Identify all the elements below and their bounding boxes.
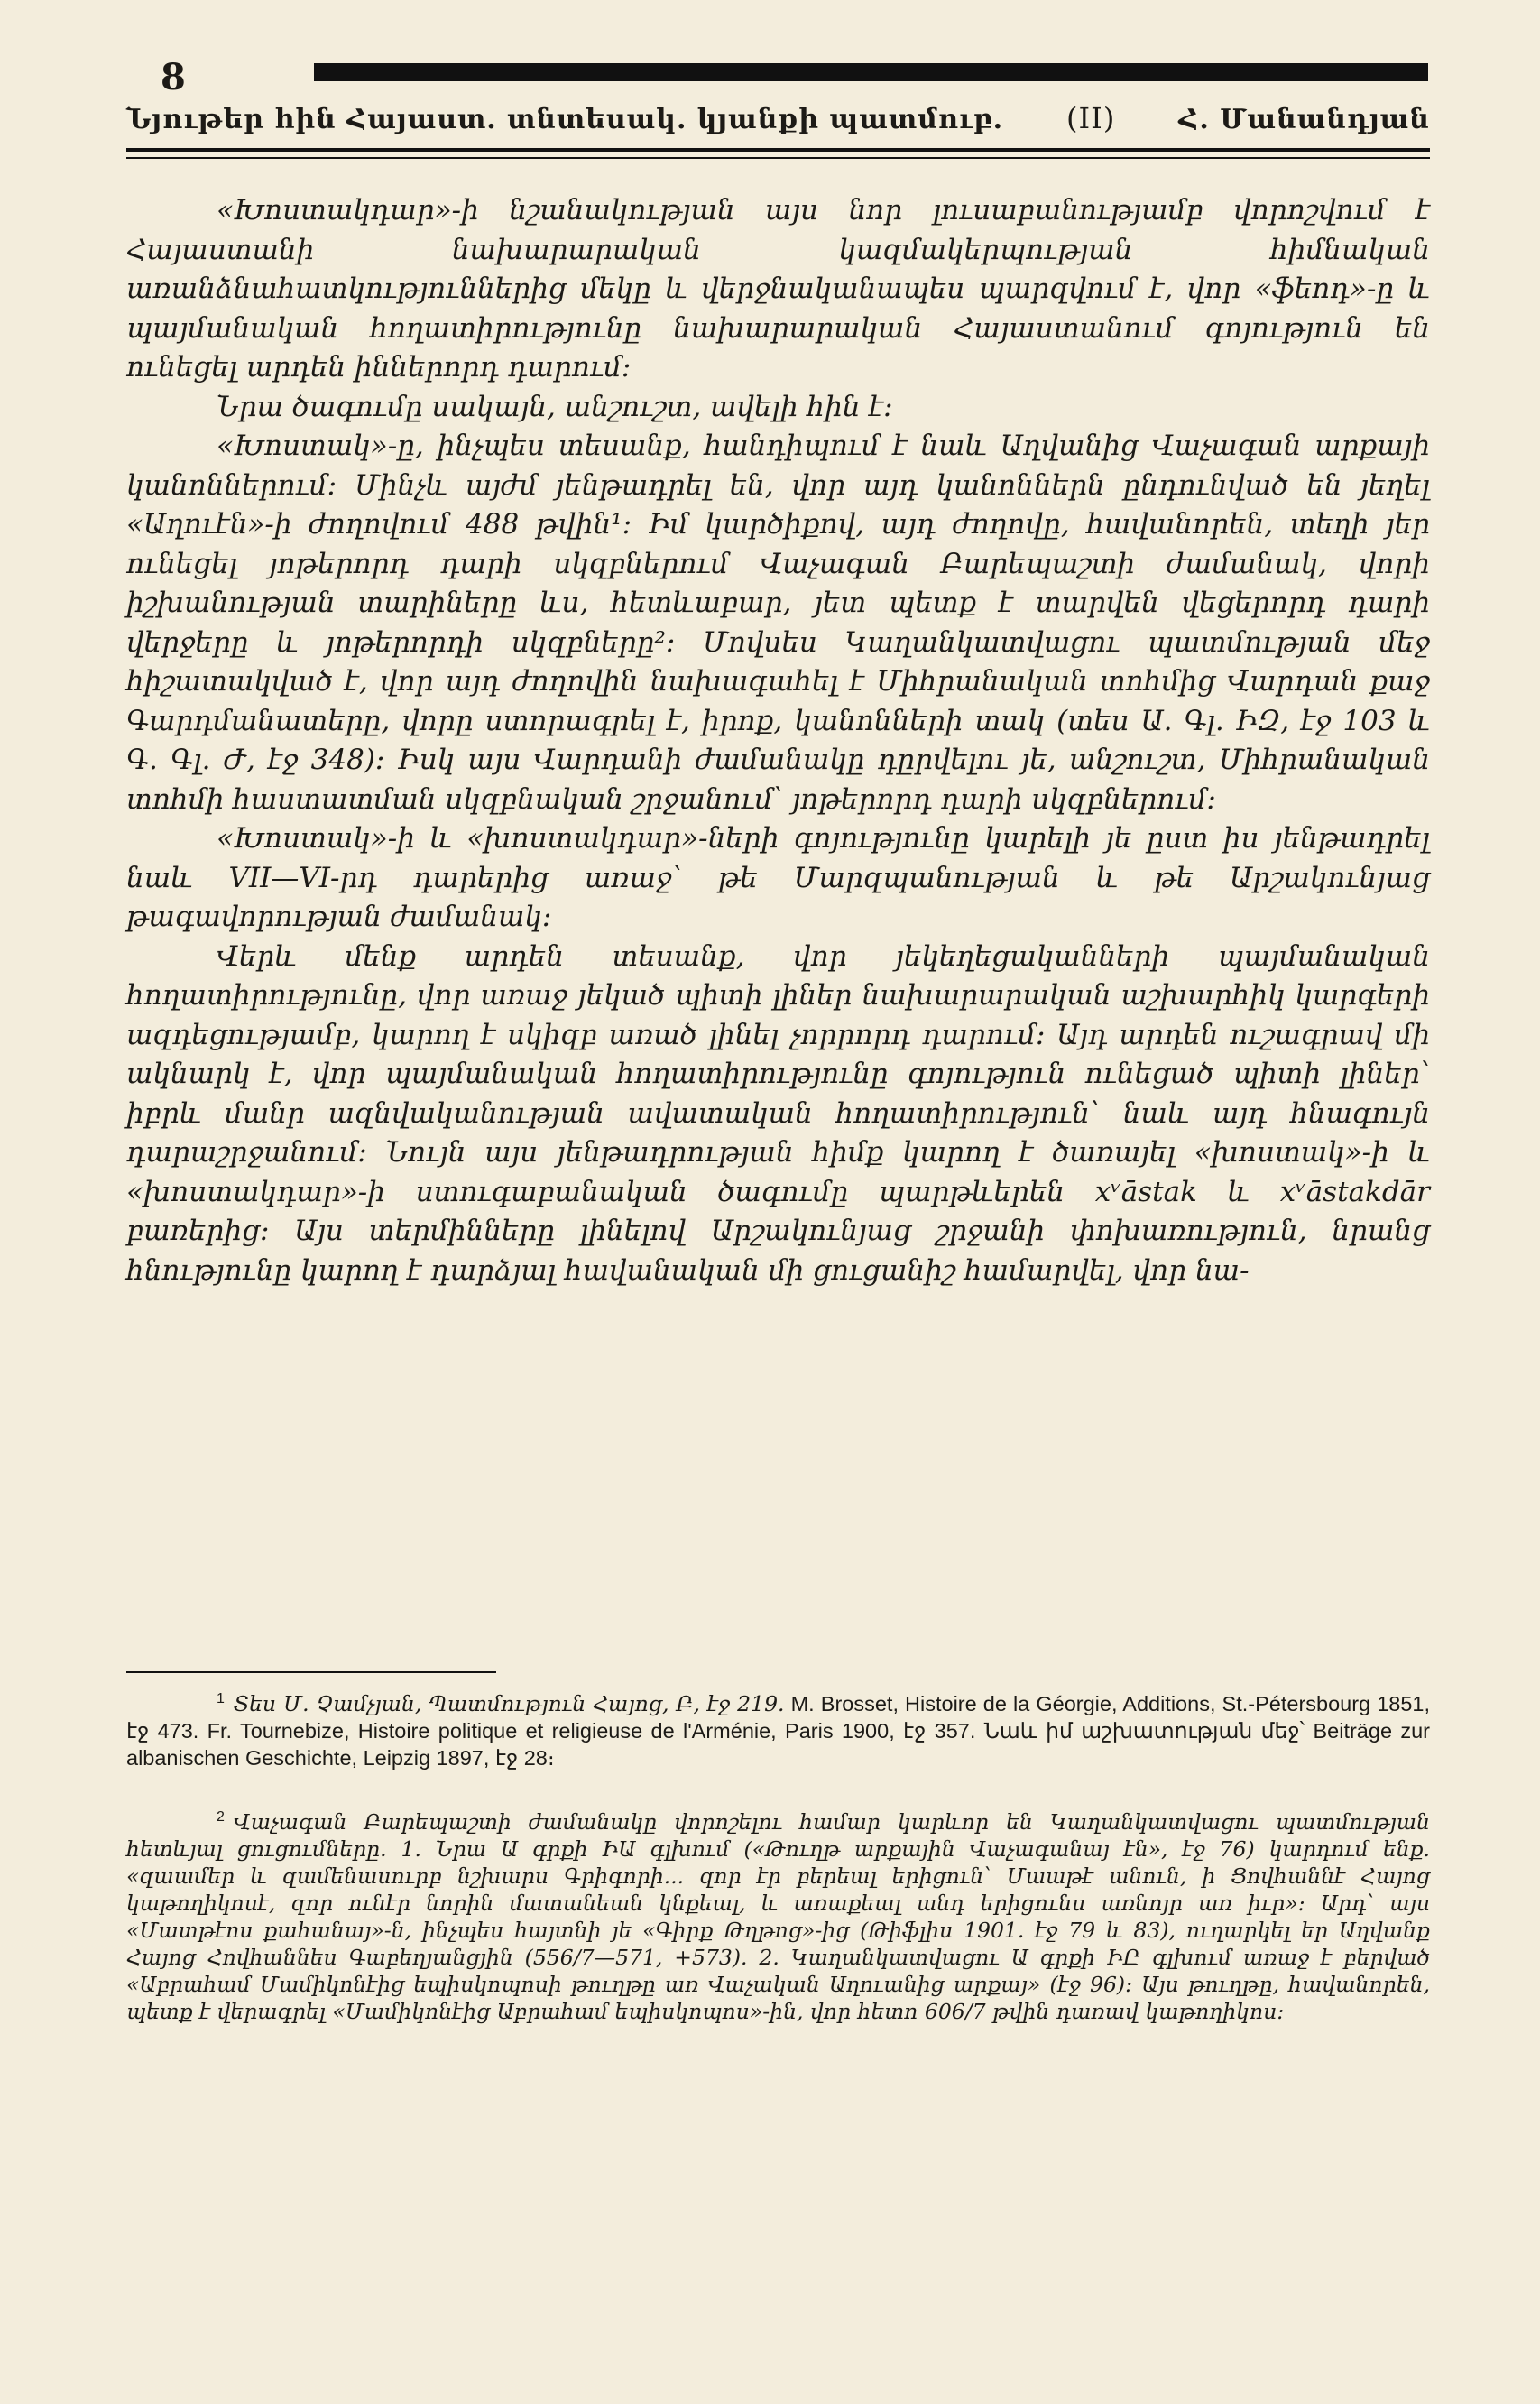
body-text <box>126 191 1430 1290</box>
footnote <box>126 1804 1430 2025</box>
paragraph: «Խոստակդար»-ի նշանակության այս նոր լուսաբանությամբ վորոշվում է Հայաստանի նախարարական կազմակերպության հիմնական առանձնահատկություններից մեկը և վերջնականապես պարզվում է, վոր «ֆեոդ»-ը և պայմանական հողատիրությունը նախարարական Հայաստանում գոյություն են ունեցել արդեն իններորդ դարում։ <box>126 194 1430 384</box>
running-head <box>126 101 1430 135</box>
footnote-text-italic: Տես Մ. Չամչյան, Պատմություն Հայոց, Բ, էջ 219. <box>233 1690 785 1716</box>
paragraph: Նրա ծագումը սակայն, անշուշտ, ավելի հին է։ <box>217 390 893 423</box>
footnote <box>126 1686 1430 1771</box>
paragraph: Վերև մենք արդեն տեսանք, վոր յեկեղեցականների պայմանական հողատիրությունը, վոր առաջ յեկած պիտի լիներ նախարարական աշխարհիկ կարգերի ազդեցությամբ, կարող է սկիզբ առած լինել չորրորդ դարում։ Այդ արդեն ուշագրավ մի ակնարկ է, վոր պայմանական հողատիրությունը գոյություն ունեցած պիտի լիներ՝ իբրև մանր ազնվականության ավատական հողատիրություն՝ նաև այդ հնագույն դարաշրջանում։ Նույն այս յենթադրության հիմք կարող է ծառայել «խոստակ»-ի և «խոստակդար»-ի ստուգաբանական ծագումը պարթևերեն xᵛāstak և xᵛāstakdār բառերից։ Այս տերմինները լինելով Արշակունյաց շրջանի փոխառություն, նրանց հնությունը կարող է դարձյալ հավանական մի ցուցանիշ համարվել, վոր նա- <box>126 939 1430 1287</box>
footnote-mark: 2 <box>217 1808 225 1825</box>
footnote-text-italic: Վաչագան Բարեպաշտի ժամանակը վորոշելու համար կարևոր են Կաղանկատվացու պատմության հետևյալ ցուցումները. 1. Նրա Ա գրքի ԻԱ գլխում («Թուղթ արքային Վաչագանայ էն», էջ 76) կարդում ենք. «զաամեր և զամենասուրբ նշխարս Գրիգորի... զոր էր բերեալ երիցուն՝ Մաաթէ անուն, ի Ցովհաննէ Հայոց կաթողիկոսէ, զոր ունէր նորին մատանեան կնքեալ, և առաքեալ անդ երիցունս առնոյր առ իւր»։ Արդ՝ այս «Մատթէոս քահանայ»-ն, ինչպես հայտնի յե «Գիրք Թղթոց»-ից (Թիֆլիս 1901. էջ 79 և 83), ուղարկել եր Աղվանք Հայոց Հովհաննես Գաբեղյանցյին (556/7—571, +573). 2. Կաղանկատվացու Ա գրքի ԻԸ գլխում առաջ է բերված «Աբրահամ Մամիկոնէից եպիսկոպոսի թուղթը առ Վաչական Աղուանից արքայ» (էջ 96)։ Այս թուղթը, հավանորեն, պետք է վերագրել «Մամիկոնէից Աբրահամ եպիսկոպոս»-ին, վոր հետո 606/7 թվին դառավ կաթողիկոս։ <box>126 1808 1430 2024</box>
page-number: 8 <box>161 56 186 98</box>
footnote-rule <box>126 1671 496 1673</box>
author-name: Հ. Մանանդյան <box>1178 104 1430 135</box>
header-bar <box>314 63 1428 81</box>
paragraph: «Խոստակ»-ի և «խոստակդար»-ների գոյությունը կարելի յե ըստ իս յենթադրել նաև VII—VI-րդ դարերից առաջ՝ թե Մարզպանության և թե Արշակունյաց թագավորության ժամանակ։ <box>126 822 1430 933</box>
running-title: Նյութեր հին Հայաստ. տնտեսակ. կյանքի պատմուբ. <box>126 104 1004 135</box>
footnote-text: M. Brosset, Histoire de la Géorgie, Additions, St.-Pétersbourg 1851, էջ 473. Fr. Tournebize, Histoire politique et religieuse de l'Arménie, Paris 1900, էջ 357. Նաև իմ աշխատության մեջ՝ Beiträge zur albanischen Geschichte, Leipzig 1897, էջ 28։ <box>126 1691 1431 1770</box>
header-rule <box>126 148 1430 152</box>
footnote-mark: 1 <box>217 1691 225 1706</box>
volume-number: (II) <box>1066 101 1116 135</box>
header-rule-thin <box>126 157 1430 159</box>
footnotes <box>126 1686 1430 2025</box>
paragraph: «Խոստակ»-ը, ինչպես տեսանք, հանդիպում է նաև Աղվանից Վաչագան արքայի կանոններում։ Մինչև այժմ յենթադրել են, վոր այդ կանոններն ընդունված են յեղել «Աղուէն»-ի ժողովում 488 թվին¹։ Իմ կարծիքով, այդ ժողովը, հավանորեն, տեղի յեր ունեցել յոթերորդ դարի սկզբներում Վաչագան Բարեպաշտի ժամանակ, վորի իշխանության տարիները ևս, հետևաբար, յետ պետք է տարվեն վեցերորդ դարի վերջերը և յոթերորդի սկզբները²։ Մովսես Կաղանկատվացու պատմության մեջ հիշատակված է, վոր այդ ժողովին նախագահել է Միհրանական տոհմից Վարդան քաջ Գարդմանատերը, վորը ստորագրել է, իրոք, կանոնների տակ (տես Ա. Գլ. ԻԶ, էջ 103 և Գ. Գլ. Ժ, էջ 348)։ Իսկ այս Վարդանի ժամանակը դըրվելու յե, անշուշտ, Միհրանական տոհմի հաստատման սկզբնական շրջանում՝ յոթերորդ դարի սկզբներում։ <box>126 430 1430 816</box>
